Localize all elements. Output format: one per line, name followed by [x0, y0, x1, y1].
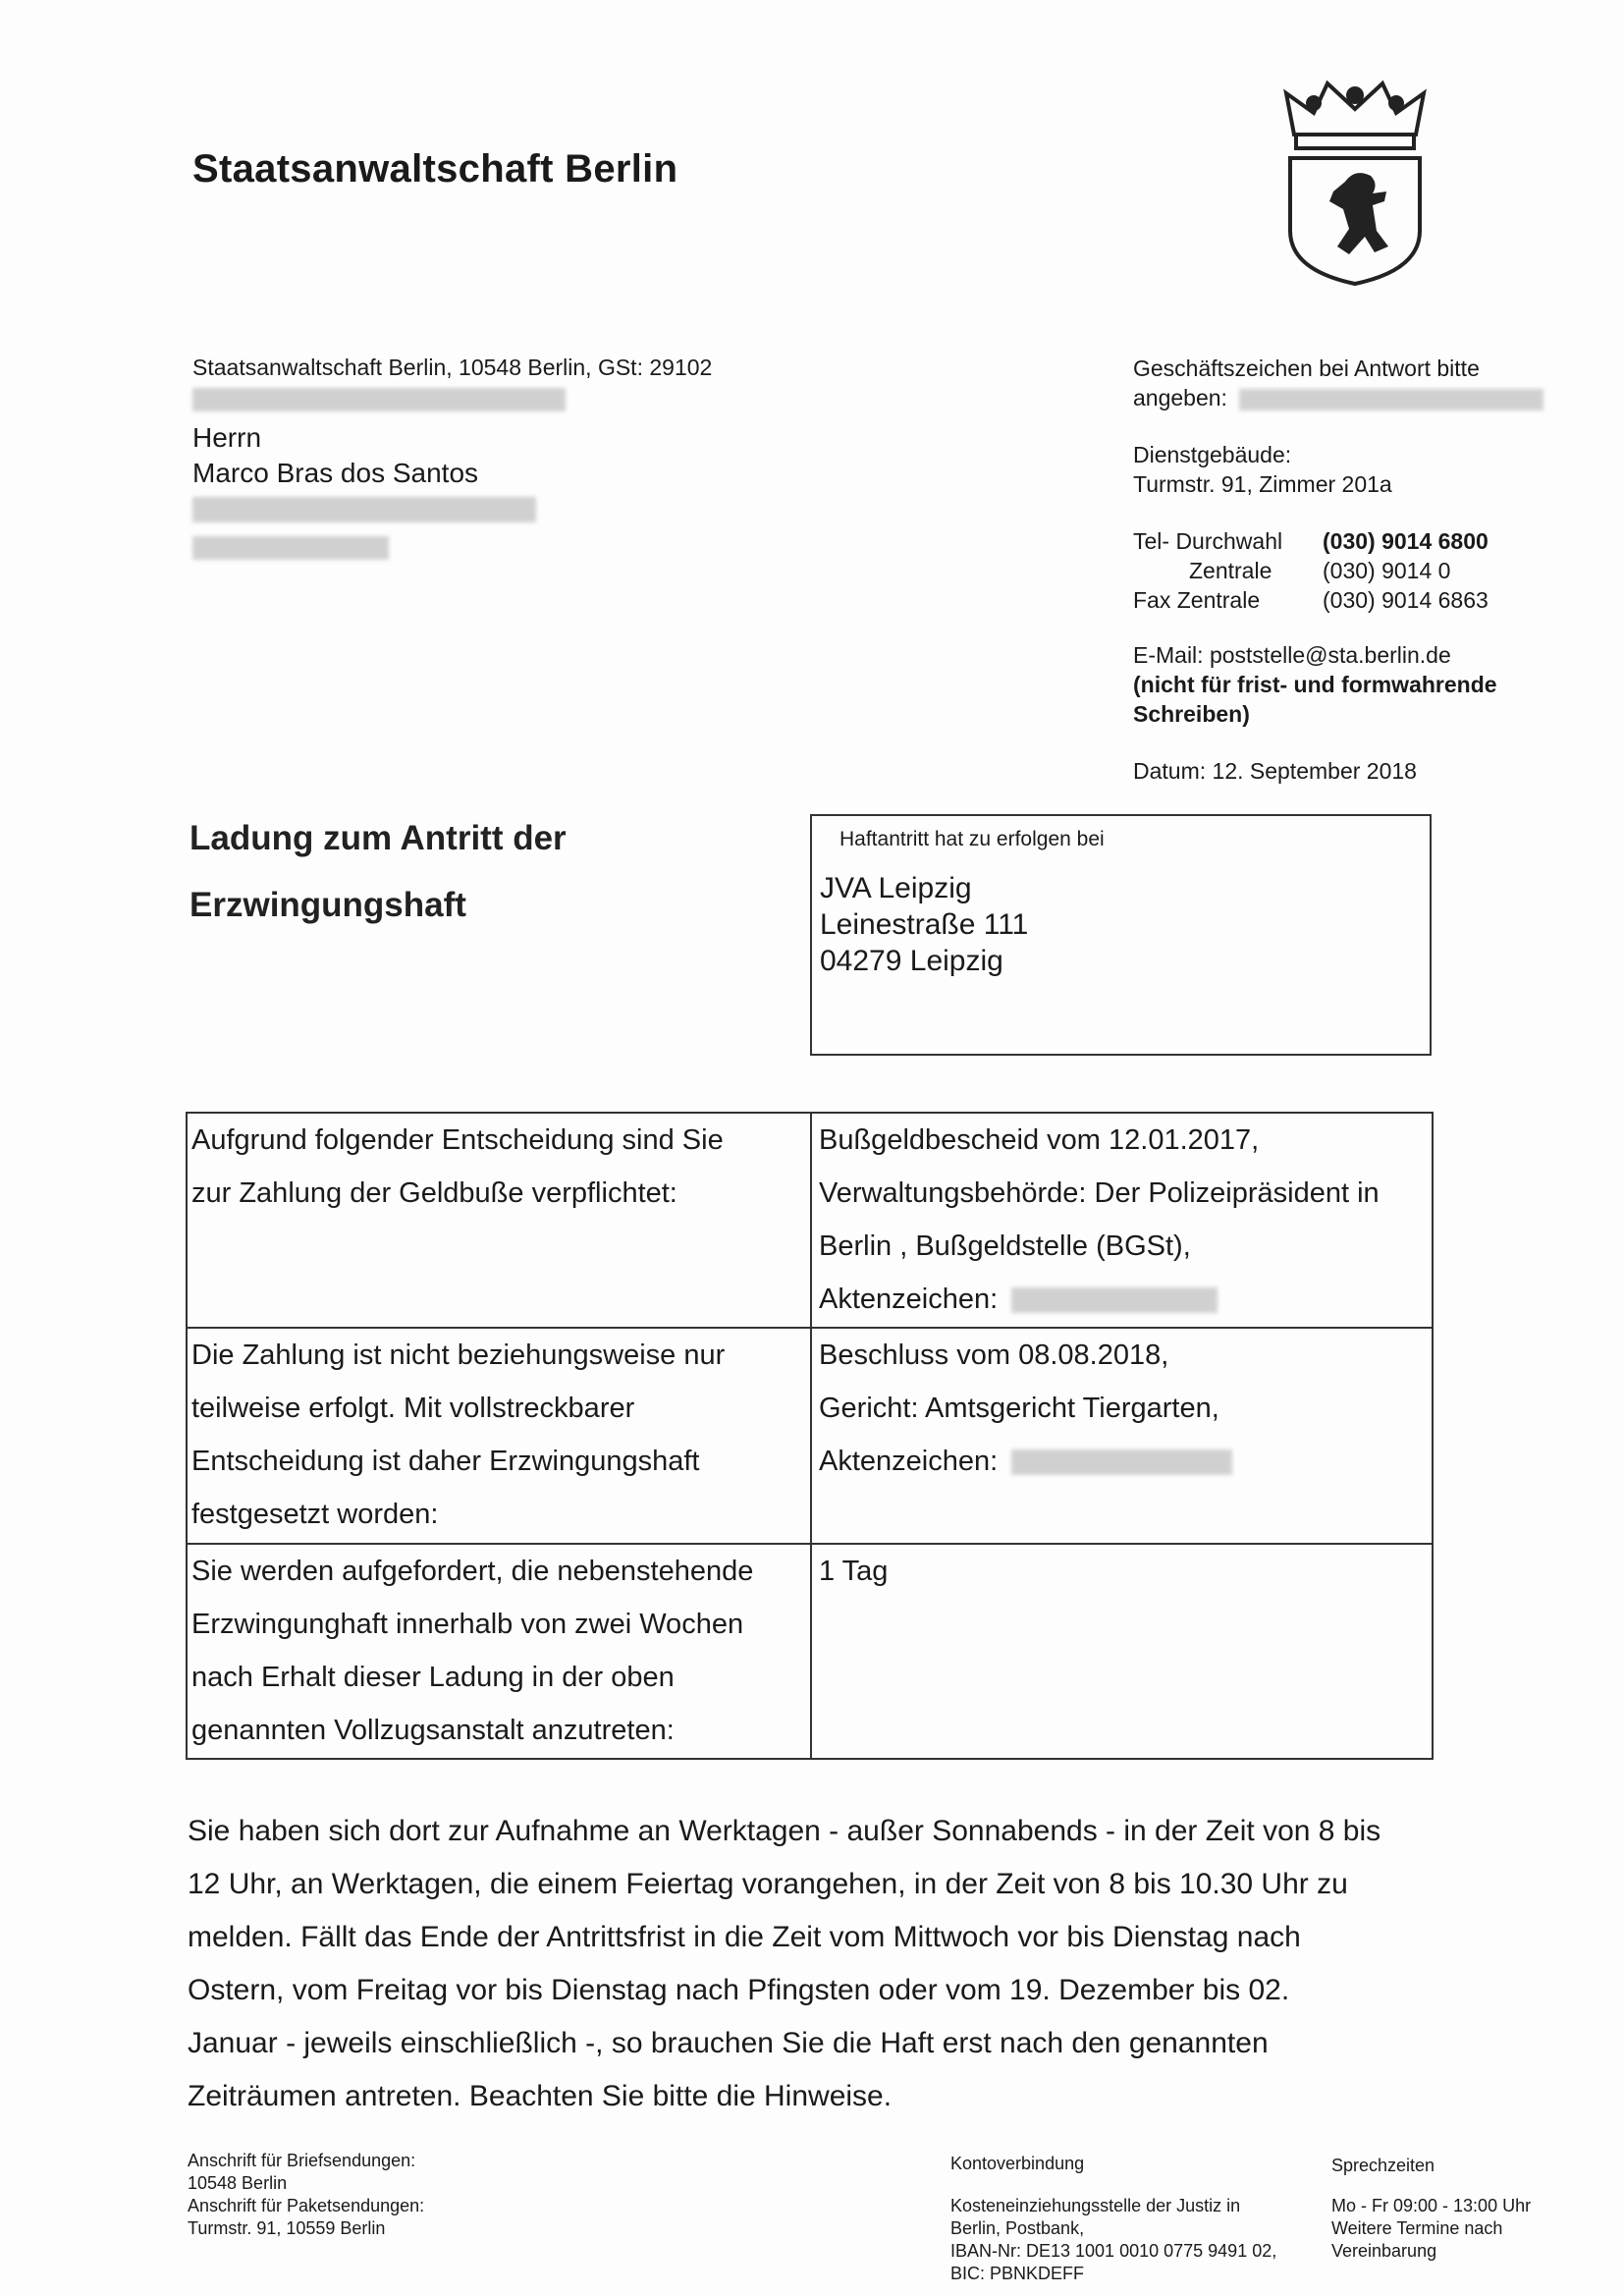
custody-address-line-2: Leinestraße 111	[820, 908, 1029, 941]
email-note-2: Schreiben)	[1133, 701, 1250, 727]
phone-direct-label: Tel- Durchwahl	[1133, 528, 1283, 554]
redacted-reference	[1239, 389, 1543, 410]
cell-line: Die Zahlung ist nicht beziehungsweise nur	[191, 1339, 726, 1371]
hours-line: Weitere Termine nach	[1331, 2218, 1503, 2238]
bank-line: Kosteneinziehungsstelle der Justiz in	[950, 2196, 1241, 2215]
recipient-name: Marco Bras dos Santos	[192, 458, 479, 488]
file-number-label: Aktenzeichen:	[819, 1446, 999, 1477]
table-cell-penalty-notice	[819, 1114, 1428, 1326]
sender-line: Staatsanwaltschaft Berlin, 10548 Berlin, GSt: 29102	[192, 355, 713, 380]
paragraph-line: Januar - jeweils einschließlich -, so brauchen Sie die Haft erst nach den genannten	[188, 2027, 1269, 2059]
cell-line: Entscheidung ist daher Erzwingungshaft	[191, 1446, 700, 1477]
bank-line: BIC: PBNKDEFF	[950, 2264, 1085, 2283]
building-value: Turmstr. 91, Zimmer 201a	[1133, 471, 1392, 497]
reference-block	[1133, 354, 1543, 412]
hours-line: Mo - Fr 09:00 - 13:00 Uhr	[1331, 2196, 1532, 2215]
custody-address-line-3: 04279 Leipzig	[820, 945, 1003, 977]
reference-line	[1133, 383, 1543, 412]
email-block	[1133, 640, 1497, 729]
table-row	[188, 1329, 1432, 1545]
bank-line: IBAN-Nr: DE13 1001 0010 0775 9491 02,	[950, 2241, 1277, 2261]
custody-box-caption: Haftantritt hat zu erfolgen bei	[839, 828, 1105, 850]
footer-bank	[950, 2153, 1276, 2285]
paragraph-line: 12 Uhr, an Werktagen, die einem Feiertag vorangehen, in der Zeit von 8 bis 10.30 Uhr zu	[188, 1868, 1348, 1900]
redacted-city	[192, 536, 389, 565]
cell-line: festgesetzt worden:	[191, 1499, 439, 1530]
footer-addresses	[188, 2150, 424, 2240]
cell-line: Beschluss vom 08.08.2018,	[819, 1339, 1169, 1371]
salutation: Herrn	[192, 422, 262, 453]
org-title: Staatsanwaltschaft Berlin	[192, 147, 678, 191]
paragraph-line: Zeiträumen antreten. Beachten Sie bitte die Hinweise.	[188, 2080, 893, 2112]
paragraph-line: Sie haben sich dort zur Aufnahme an Werktagen - außer Sonnabends - in der Zeit von 8 bis	[188, 1815, 1381, 1847]
parcels-address-value: Turmstr. 91, 10559 Berlin	[188, 2218, 386, 2238]
parcels-address-label: Anschrift für Paketsendungen:	[188, 2196, 425, 2215]
table-cell-court-decision	[819, 1329, 1428, 1488]
bank-heading: Kontoverbindung	[950, 2154, 1085, 2173]
letters-address-value: 10548 Berlin	[188, 2173, 288, 2193]
reference-label: Geschäftszeichen bei Antwort bitte	[1133, 355, 1480, 381]
table-row	[188, 1114, 1432, 1329]
phone-direct-value: (030) 9014 6800	[1323, 528, 1489, 554]
fax-row	[1133, 585, 1489, 615]
cell-line: Aufgrund folgender Entscheidung sind Sie	[191, 1124, 724, 1156]
file-number-label: Aktenzeichen:	[819, 1284, 999, 1315]
email-line: E-Mail: poststelle@sta.berlin.de	[1133, 642, 1451, 668]
building-block	[1133, 440, 1392, 499]
phone-direct-row	[1133, 526, 1489, 556]
decision-table	[186, 1112, 1434, 1760]
custody-location-box	[810, 814, 1432, 1056]
paragraph-line: melden. Fällt das Ende der Antrittsfrist in die Zeit vom Mittwoch vor bis Dienstag nach	[188, 1921, 1301, 1953]
cell-line: genannten Vollzugsanstalt anzutreten:	[191, 1715, 675, 1746]
custody-address	[820, 870, 1028, 979]
berlin-bear-coat-of-arms-icon	[1276, 74, 1434, 290]
cell-line-file-number	[819, 1273, 1428, 1326]
cell-line: 1 Tag	[819, 1556, 889, 1587]
footer-hours	[1331, 2155, 1531, 2263]
cell-line: nach Erhalt dieser Ladung in der oben	[191, 1662, 675, 1693]
cell-line: Erzwingunghaft innerhalb von zwei Wochen	[191, 1609, 744, 1640]
paragraph-line: Ostern, vom Freitag vor bis Dienstag nach Pfingsten oder vom 19. Dezember bis 02.	[188, 1974, 1290, 2006]
reference-label-2: angeben:	[1133, 385, 1227, 410]
table-cell-payment-status	[191, 1329, 810, 1541]
table-cell-request	[191, 1545, 810, 1757]
cell-line-file-number	[819, 1435, 1428, 1488]
cell-line: Berlin , Bußgeldstelle (BGSt),	[819, 1230, 1191, 1262]
redacted-street	[192, 497, 536, 527]
email-note-1: (nicht für frist- und formwahrende	[1133, 672, 1497, 697]
letter-heading	[189, 805, 567, 939]
phone-central-value: (030) 9014 0	[1323, 558, 1451, 583]
table-cell-reason	[191, 1114, 810, 1220]
phone-block	[1133, 526, 1489, 615]
phone-central-label: Zentrale	[1189, 558, 1272, 583]
cell-line: Gericht: Amtsgericht Tiergarten,	[819, 1393, 1219, 1424]
cell-line: teilweise erfolgt. Mit vollstreckbarer	[191, 1393, 635, 1424]
instructions-paragraph	[188, 1805, 1454, 2123]
hours-line: Vereinbarung	[1331, 2241, 1437, 2261]
redacted-file-number	[1011, 1449, 1232, 1475]
cell-line: zur Zahlung der Geldbuße verpflichtet:	[191, 1177, 677, 1209]
fax-value: (030) 9014 6863	[1323, 587, 1489, 613]
letters-address-label: Anschrift für Briefsendungen:	[188, 2151, 416, 2170]
redacted-file-number	[1011, 1287, 1218, 1313]
cell-line: Bußgeldbescheid vom 12.01.2017,	[819, 1124, 1260, 1156]
heading-line-2: Erzwingungshaft	[189, 886, 466, 924]
date-line: Datum: 12. September 2018	[1133, 758, 1417, 784]
table-cell-duration	[819, 1545, 1428, 1598]
fax-label: Fax Zentrale	[1133, 587, 1261, 613]
phone-central-row	[1133, 556, 1489, 585]
cell-line: Sie werden aufgefordert, die nebenstehende	[191, 1556, 754, 1587]
redacted-recipient-line	[192, 388, 566, 416]
heading-line-1: Ladung zum Antritt der	[189, 819, 567, 857]
custody-address-line-1: JVA Leipzig	[820, 872, 972, 904]
table-row	[188, 1545, 1432, 1758]
hours-heading: Sprechzeiten	[1331, 2156, 1435, 2175]
building-label: Dienstgebäude:	[1133, 442, 1292, 467]
cell-line: Verwaltungsbehörde: Der Polizeipräsident in	[819, 1177, 1380, 1209]
bank-line: Berlin, Postbank,	[950, 2218, 1085, 2238]
